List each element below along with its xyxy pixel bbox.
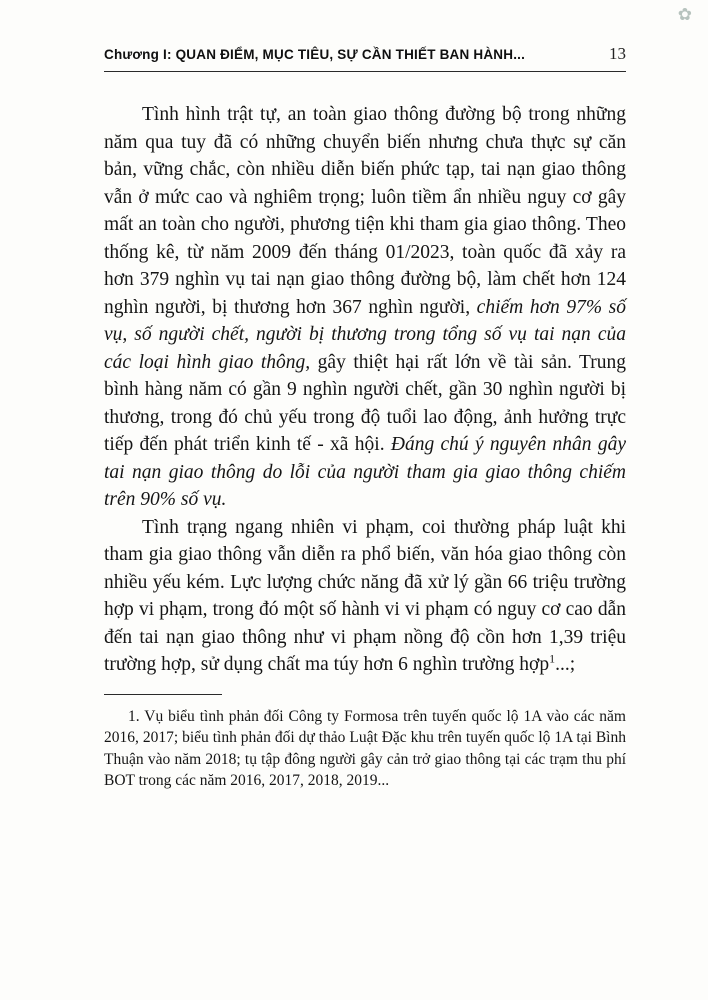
body-text: [104, 101, 626, 679]
running-header: [104, 44, 626, 64]
book-page: [104, 44, 626, 792]
paragraph-2-text: Tình trạng ngang nhiên vi phạm, coi thường pháp luật khi tham gia giao thông vẫn diễn ra phổ biến, văn hóa giao thông còn nhiều yếu kém. Lực lượng chức năng đã xử lý gần 66 triệu trường hợp vi phạm, trong đó một số hành vi vi phạm có nguy cơ cao dẫn đến tai nạn giao thông như vi phạm nồng độ cồn hơn 1,39 triệu trường hợp, sử dụng chất ma túy hơn 6 nghìn trường hợp: [104, 516, 626, 675]
chapter-title: Chương I: QUAN ĐIỂM, MỤC TIÊU, SỰ CẦN THIẾT BAN HÀNH...: [104, 47, 526, 62]
header-divider: [104, 71, 626, 72]
flower-icon: ✿: [677, 5, 692, 24]
footnote-divider: [104, 694, 222, 695]
footnote-reference: 1: [549, 651, 556, 666]
footnote-text: 1. Vụ biểu tình phản đối Công ty Formosa trên tuyến quốc lộ 1A vào các năm 2016, 2017; biểu tình phản đối dự thảo Luật Đặc khu trên tuyến quốc lộ 1A tại Bình Thuận vào năm 2018; tụ tập đông người gây cản trở giao thông tại các trạm thu phí BOT trong các năm 2016, 2017, 2018, 2019...: [104, 707, 626, 789]
footnote: [104, 706, 626, 792]
page-number: 13: [609, 44, 626, 63]
paragraph-1-italic-1: chiếm hơn 97% số vụ, số người chết, người bị thương trong tổng số vụ tai nạn của các loại hình giao thông,: [104, 296, 626, 373]
paragraph-1-text-2: gây thiệt hại rất lớn về tài sản. Trung bình hàng năm có gần 9 nghìn người chết, gần 30 nghìn người bị thương, trong đó chủ yếu trong độ tuổi lao động, ảnh hưởng trực tiếp đến phát triển kinh tế - xã hội.: [104, 351, 626, 455]
paragraph-2: [104, 514, 626, 679]
paragraph-1-text: Tình hình trật tự, an toàn giao thông đường bộ trong những năm qua tuy đã có những chuyển biến nhưng chưa thực sự căn bản, vững chắc, còn nhiều diễn biến phức tạp, tai nạn giao thông vẫn ở mức cao và nghiêm trọng; luôn tiềm ẩn nhiều nguy cơ gây mất an toàn cho người, phương tiện khi tham gia giao thông. Theo thống kê, từ năm 2009 đến tháng 01/2023, toàn quốc đã xảy ra hơn 379 nghìn vụ tai nạn giao thông đường bộ, làm chết hơn 124 nghìn người, bị thương hơn 367 nghìn người,: [104, 104, 626, 318]
paragraph-1-italic-2: Đáng chú ý nguyên nhân gây tai nạn giao thông do lỗi của người tham gia giao thông chiếm trên 90% số vụ.: [104, 434, 627, 510]
paragraph-1: [104, 101, 626, 514]
paragraph-2-text-2: ...;: [555, 654, 576, 675]
